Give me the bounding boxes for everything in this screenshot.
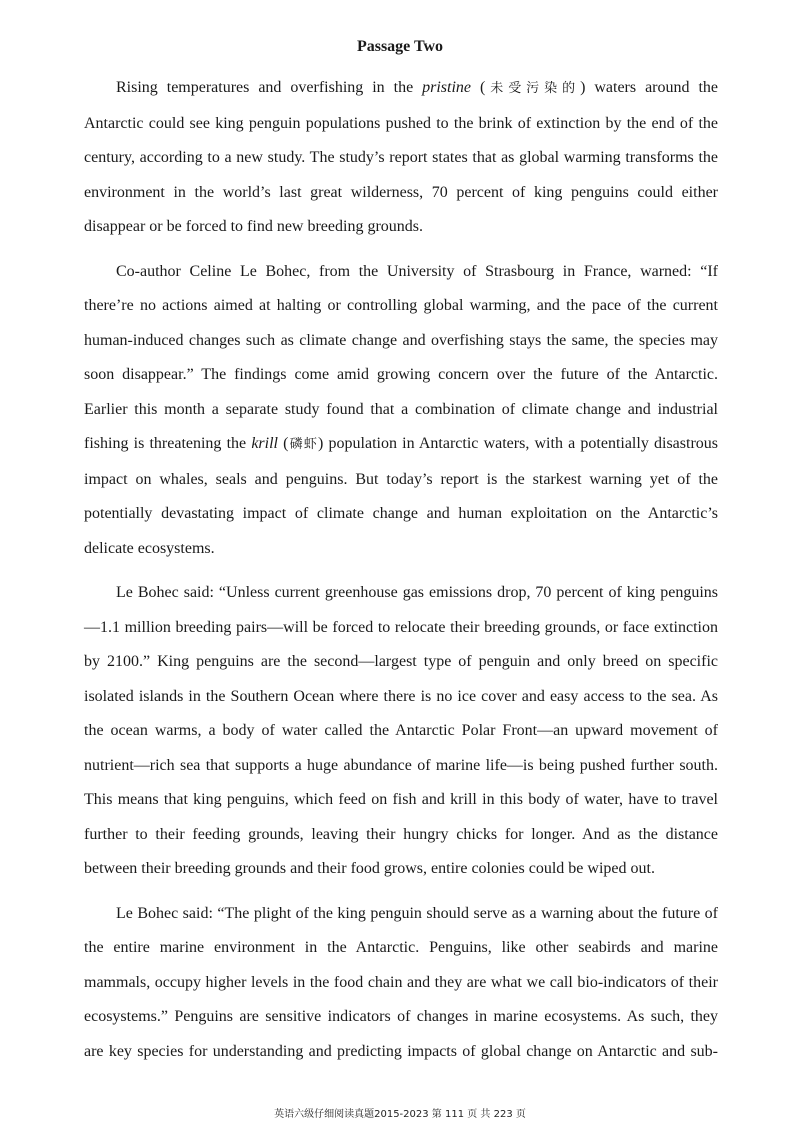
text-line: Co-author Celine Le Bohec, from the University of Strasbourg in France, warned: “If bbox=[116, 262, 718, 280]
text-line: century, according to a new study. The study’s report states that as global warming transforms the bbox=[84, 149, 718, 166]
text-line: Le Bohec said: “The plight of the king penguin should serve as a warning about the future of bbox=[116, 904, 718, 922]
text-line: Rising temperatures and overfishing in the pristine (未受污染的) waters around the bbox=[116, 79, 718, 96]
paragraph bbox=[84, 897, 718, 1070]
glossed-term: krill bbox=[251, 435, 278, 452]
paragraph bbox=[84, 576, 718, 887]
text-line: are key species for understanding and predicting impacts of global change on Antarctic and sub- bbox=[84, 1042, 718, 1060]
text-line: environment in the world’s last great wilderness, 70 percent of king penguins could either bbox=[84, 183, 718, 201]
text-line: mammals, occupy higher levels in the food chain and they are what we call bio-indicators of their bbox=[84, 973, 718, 991]
text-line: impact on whales, seals and penguins. But today’s report is the starkest warning yet of the bbox=[84, 470, 718, 488]
text-line: soon disappear.” The findings come amid growing concern over the future of the Antarctic. bbox=[84, 366, 718, 383]
text-line: This means that king penguins, which feed on fish and krill in this body of water, have to travel bbox=[84, 791, 718, 808]
paragraph bbox=[84, 255, 718, 567]
text-line: fishing is threatening the krill (磷虾) population in Antarctic waters, with a potentially disastrous bbox=[84, 435, 718, 452]
text-line: —1.1 million breeding pairs—will be forced to relocate their breeding grounds, or face extinction bbox=[84, 618, 718, 636]
text-line: delicate ecosystems. bbox=[84, 539, 215, 557]
text-line: the ocean warms, a body of water called the Antarctic Polar Front—an upward movement of bbox=[84, 722, 718, 739]
text-line: further to their feeding grounds, leaving their hungry chicks for longer. And as the distance bbox=[84, 825, 718, 843]
text-line: isolated islands in the Southern Ocean where there is no ice cover and easy access to the sea. As bbox=[84, 687, 718, 705]
text-line: human-induced changes such as climate change and overfishing stays the same, the species may bbox=[84, 331, 718, 349]
page-footer: 英语六级仔细阅读真题2015-2023 第 111 页 共 223 页 bbox=[274, 1109, 526, 1120]
passage-body bbox=[84, 71, 718, 1079]
chinese-gloss: 磷虾 bbox=[288, 437, 319, 452]
text-line: between their breeding grounds and their food grows, entire colonies could be wiped out. bbox=[84, 860, 655, 877]
text-line: disappear or be forced to find new breeding grounds. bbox=[84, 218, 423, 235]
text-line: the entire marine environment in the Antarctic. Penguins, like other seabirds and marine bbox=[84, 939, 718, 956]
text-line: ecosystems.” Penguins are sensitive indicators of changes in marine ecosystems. As such, they bbox=[84, 1008, 718, 1025]
text-line: there’re no actions aimed at halting or controlling global warming, and the pace of the current bbox=[84, 297, 718, 314]
text-line: by 2100.” King penguins are the second—largest type of penguin and only breed on specific bbox=[84, 653, 718, 670]
chinese-gloss: 未受污染的 bbox=[485, 81, 581, 96]
text-line: Le Bohec said: “Unless current greenhouse gas emissions drop, 70 percent of king penguins bbox=[116, 584, 718, 601]
text-line: Antarctic could see king penguin populations pushed to the brink of extinction by the end of the bbox=[84, 114, 718, 132]
text-line: nutrient—rich sea that supports a huge abundance of marine life—is being pushed further south. bbox=[84, 756, 718, 774]
text-line: Earlier this month a separate study found that a combination of climate change and industrial bbox=[84, 400, 718, 418]
text-line: potentially devastating impact of climate change and human exploitation on the Antarctic’s bbox=[84, 505, 718, 522]
glossed-term: pristine bbox=[422, 79, 472, 96]
passage-title: Passage Two bbox=[356, 38, 444, 55]
paragraph bbox=[84, 71, 718, 245]
